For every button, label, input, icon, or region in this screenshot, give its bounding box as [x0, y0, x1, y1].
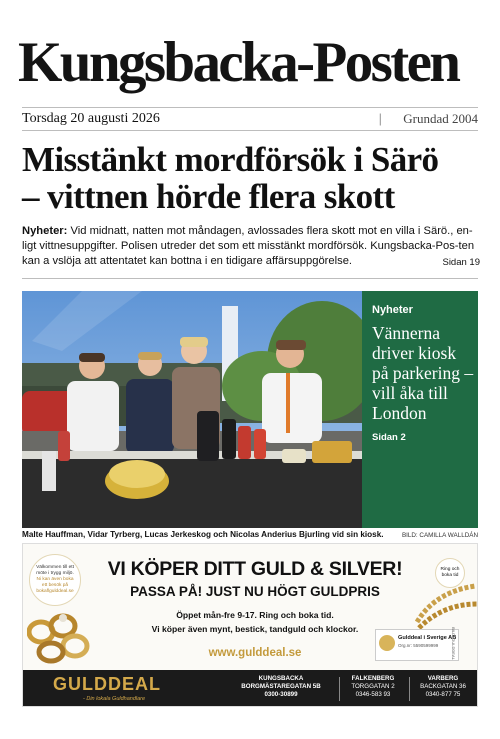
lead-kicker: Nyheter: [22, 225, 68, 237]
welcome-badge: Välkommen till ett möte i trygg miljö. Ni kan även boka ett besök på bokaflgulddeal.se [29, 554, 81, 606]
issue-date: Torsdag 20 augusti 2026 [22, 111, 160, 126]
gold-rings-icon [27, 610, 91, 666]
call-badge: Ring och boka tid [435, 558, 465, 588]
ad-website-link[interactable]: www.gulddeal.se [208, 647, 302, 659]
masthead-title: Kungsbacka-Posten [18, 31, 459, 94]
headline-line-1: Misstänkt mordförsök i Särö [22, 140, 439, 179]
gulddeal-advertisement[interactable] [22, 543, 478, 707]
teaser-page-ref[interactable]: Sidan 2 [372, 432, 406, 443]
store-varberg: VARBERG BACKGATAN 36 0340-877 75 [420, 675, 466, 698]
certificate-company: Gulddeal i Sverige AB [398, 635, 457, 641]
lead-headline[interactable] [22, 141, 482, 215]
ad-footer-bar [23, 670, 477, 707]
ad-headline: VI KÖPER DITT GULD & SILVER! [107, 558, 403, 580]
certificate-seal-icon [379, 635, 395, 651]
photo-credit: BILD: CAMILLA WALLDÁN [401, 532, 478, 539]
dateline [22, 107, 478, 131]
certificate-card [375, 629, 459, 661]
ad-opening-hours: Öppet mån-fre 9-17. Ring och boka tid. [176, 610, 334, 620]
certificate-side-label: BILD: GULDDEAL [451, 627, 457, 660]
store-falkenberg: FALKENBERG TORGGATAN 2 0346-583 93 [351, 675, 395, 698]
headline-line-2: – vittnen hörde flera skott [22, 177, 395, 216]
ad-buys-also: Vi köper även mynt, bestick, tandguld och klockor. [151, 624, 359, 634]
gulddeal-tagline: - Din lokala Guldhandlare [83, 696, 146, 702]
kiosk-photo [22, 291, 362, 528]
photo-caption: Malte Hauffman, Vidar Tyrberg, Lucas Jerkeskog och Nicolas Anderius Bjurling vid sin kiosk. [22, 530, 384, 539]
store-separator [409, 677, 410, 701]
lead-paragraph [22, 224, 480, 270]
section-divider [22, 278, 478, 279]
certificate-org-nr: Org.nr: 5590599999 [398, 643, 439, 648]
store-kungsbacka: KUNGSBACKA BORGMÄSTAREGATAN 5B 0300-30899 [241, 675, 321, 698]
gulddeal-logo: GULDDEAL [53, 674, 161, 694]
founded-year: Grundad 2004 [403, 111, 478, 126]
store-separator [339, 677, 340, 701]
teaser-box[interactable] [362, 291, 478, 528]
dateline-separator: | [378, 111, 382, 126]
lead-page-ref[interactable]: Sidan 19 [442, 257, 480, 268]
teaser-title[interactable]: Vännerna driver kiosk på parkering – vill åka till London [372, 323, 474, 423]
gold-chain-icon [415, 582, 477, 630]
ad-subheadline: PASSA PÅ! JUST NU HÖGT GULDPRIS [130, 584, 380, 599]
teaser-kicker: Nyheter [372, 304, 413, 316]
lead-body: Vid midnatt, natten mot måndagen, avlossades flera skott mot en villa i Särö., en-ligt vittnesuppgifter. Polisen utreder det som ett misstänkt mordförsök. Kungsbacka-Pos-ten kan a vslöja att attentatet kan bottna i en tidigare affärsuppgörelse. [22, 225, 475, 267]
